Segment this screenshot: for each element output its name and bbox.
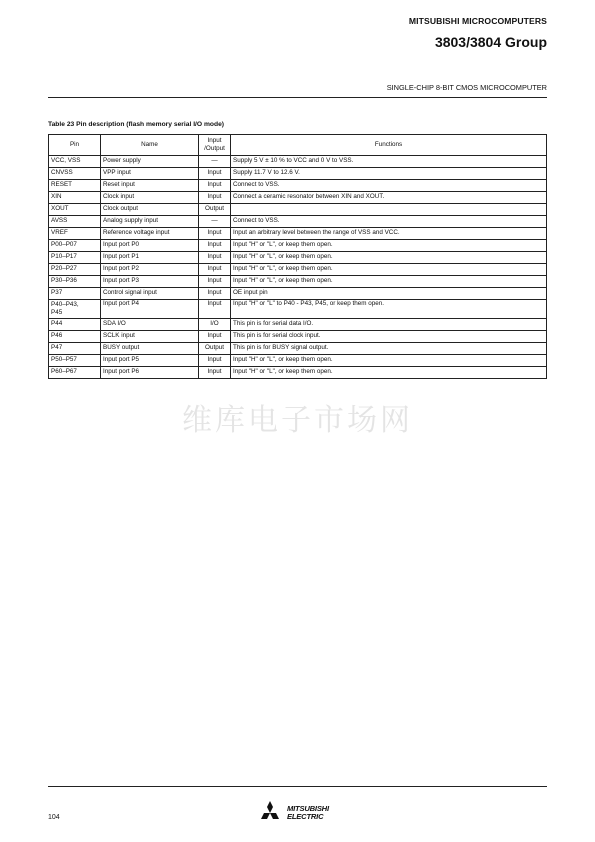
name-cell: Input port P2 (101, 264, 199, 276)
pin-cell-line1: P40–P43, (51, 301, 79, 308)
function-cell: Input an arbitrary level between the range of VSS and VCC. (231, 228, 547, 240)
table-row (49, 343, 547, 355)
function-cell: Connect a ceramic resonator between XIN and XOUT. (231, 192, 547, 204)
table-row (49, 252, 547, 264)
function-cell: Input "H" or "L", or keep them open. (231, 252, 547, 264)
io-cell: Input (199, 264, 231, 276)
table-row (49, 355, 547, 367)
function-cell: Input "H" or "L", or keep them open. (231, 276, 547, 288)
table-row (49, 264, 547, 276)
table-row (49, 288, 547, 300)
table-row (49, 331, 547, 343)
name-column-header: Name (101, 135, 199, 156)
name-cell: SDA I/O (101, 319, 199, 331)
pin-cell: VREF (49, 228, 101, 240)
header-rule (48, 97, 547, 98)
table-row (49, 240, 547, 252)
io-cell: Input (199, 288, 231, 300)
pin-cell (49, 300, 101, 319)
io-cell: Input (199, 276, 231, 288)
io-cell: Input (199, 228, 231, 240)
footer-rule (48, 786, 547, 787)
product-group-title: 3803/3804 Group (434, 34, 547, 50)
watermark-text: 维库电子市场网 (182, 403, 413, 438)
table-caption: Table 23 Pin description (flash memory serial I/O mode) (48, 121, 225, 128)
company-header: MITSUBISHI MICROCOMPUTERS (408, 16, 547, 26)
pin-cell: P46 (49, 331, 101, 343)
table-row (49, 168, 547, 180)
mitsubishi-electric-logo (256, 801, 329, 825)
pin-cell: P10–P17 (49, 252, 101, 264)
pin-description-table (48, 134, 547, 379)
pin-cell: P30–P36 (49, 276, 101, 288)
name-cell: BUSY output (101, 343, 199, 355)
function-cell: Connect to VSS. (231, 180, 547, 192)
name-cell: Reference voltage input (101, 228, 199, 240)
table-row (49, 180, 547, 192)
name-cell: Input port P1 (101, 252, 199, 264)
name-cell: Control signal input (101, 288, 199, 300)
pin-cell: XOUT (49, 204, 101, 216)
io-cell: Output (199, 343, 231, 355)
table-header-row (49, 135, 547, 156)
io-cell: — (199, 216, 231, 228)
pin-cell-line2: P45 (51, 309, 63, 316)
logo-line1: MITSUBISHI (287, 804, 329, 813)
io-cell: — (199, 156, 231, 168)
io-cell: Input (199, 192, 231, 204)
function-cell: Input "H" or "L", or keep them open. (231, 240, 547, 252)
table-row (49, 216, 547, 228)
logo-wordmark (287, 805, 329, 821)
pin-cell: P44 (49, 319, 101, 331)
name-cell: Input port P6 (101, 367, 199, 379)
io-cell: Input (199, 240, 231, 252)
name-cell: Input port P5 (101, 355, 199, 367)
io-cell: Input (199, 168, 231, 180)
io-cell: I/O (199, 319, 231, 331)
function-cell: Supply 5 V ± 10 % to VCC and 0 V to VSS. (231, 156, 547, 168)
function-cell: This pin is for serial data I/O. (231, 319, 547, 331)
io-cell: Output (199, 204, 231, 216)
table-row (49, 156, 547, 168)
pin-cell: P20–P27 (49, 264, 101, 276)
mitsubishi-three-diamonds-icon (256, 801, 284, 825)
io-header-line2: /Output (204, 145, 225, 152)
function-cell: Input "H" or "L" to P40 - P43, P45, or keep them open. (231, 300, 547, 319)
io-cell: Input (199, 300, 231, 319)
name-cell: Clock input (101, 192, 199, 204)
io-cell: Input (199, 331, 231, 343)
name-cell: Input port P3 (101, 276, 199, 288)
pin-cell: P50–P57 (49, 355, 101, 367)
table-row (49, 319, 547, 331)
name-cell: Power supply (101, 156, 199, 168)
function-cell: Input "H" or "L", or keep them open. (231, 367, 547, 379)
pin-cell: P37 (49, 288, 101, 300)
io-cell: Input (199, 180, 231, 192)
name-cell: VPP input (101, 168, 199, 180)
io-column-header (199, 135, 231, 156)
table-row (49, 276, 547, 288)
pin-cell: CNVSS (49, 168, 101, 180)
pin-cell: AVSS (49, 216, 101, 228)
function-cell: This pin is for serial clock input. (231, 331, 547, 343)
function-cell: OE input pin (231, 288, 547, 300)
function-cell: Supply 11.7 V to 12.6 V. (231, 168, 547, 180)
io-header-line1: Input (207, 137, 222, 144)
name-cell: Clock output (101, 204, 199, 216)
pin-cell: P60–P67 (49, 367, 101, 379)
logo-line2: ELECTRIC (287, 812, 324, 821)
io-cell: Input (199, 367, 231, 379)
name-cell: Analog supply input (101, 216, 199, 228)
table-row (49, 367, 547, 379)
name-cell: SCLK input (101, 331, 199, 343)
pin-cell: XIN (49, 192, 101, 204)
pin-cell: RESET (49, 180, 101, 192)
table-row (49, 204, 547, 216)
pin-column-header: Pin (49, 135, 101, 156)
page-number: 104 (48, 814, 60, 821)
pin-cell: P00–P07 (49, 240, 101, 252)
function-cell: Input "H" or "L", or keep them open. (231, 355, 547, 367)
function-cell (231, 204, 547, 216)
pin-cell: P47 (49, 343, 101, 355)
io-cell: Input (199, 252, 231, 264)
table-row (49, 192, 547, 204)
table-row (49, 300, 547, 319)
pin-cell: VCC, VSS (49, 156, 101, 168)
function-cell: Input "H" or "L", or keep them open. (231, 264, 547, 276)
function-cell: This pin is for BUSY signal output. (231, 343, 547, 355)
io-cell: Input (199, 355, 231, 367)
function-cell: Connect to VSS. (231, 216, 547, 228)
name-cell: Input port P4 (101, 300, 199, 319)
name-cell: Input port P0 (101, 240, 199, 252)
name-cell: Reset input (101, 180, 199, 192)
product-subtitle: SINGLE-CHIP 8-BIT CMOS MICROCOMPUTER (386, 83, 547, 92)
table-row (49, 228, 547, 240)
functions-column-header: Functions (231, 135, 547, 156)
